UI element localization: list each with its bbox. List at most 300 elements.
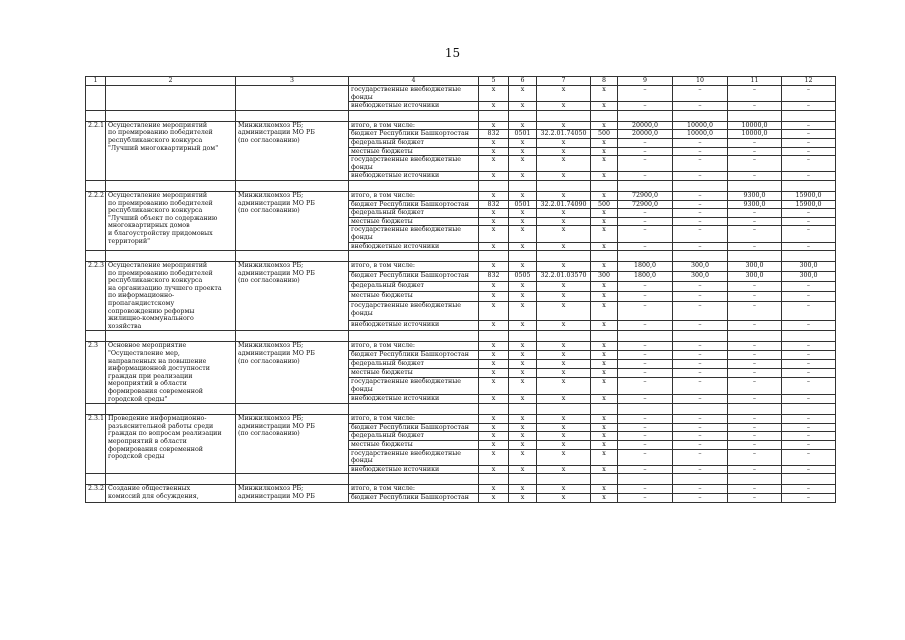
value-cell: х <box>479 493 509 502</box>
blank-cell <box>236 251 349 262</box>
value-cell: х <box>509 395 537 404</box>
value-cell: – <box>782 423 836 432</box>
value-cell: х <box>509 172 537 181</box>
value-cell: х <box>509 156 537 172</box>
value-cell: – <box>782 369 836 378</box>
blank-cell <box>537 180 591 191</box>
value-cell: – <box>618 415 673 424</box>
value-cell: 20000,0 <box>618 121 673 130</box>
value-cell: – <box>673 147 728 156</box>
blank-cell <box>86 404 106 415</box>
blank-cell <box>782 404 836 415</box>
value-cell: х <box>509 432 537 441</box>
funding-source-cell: внебюджетные источники <box>349 172 479 181</box>
value-cell: х <box>479 138 509 147</box>
value-cell: – <box>618 242 673 251</box>
value-cell: х <box>537 102 591 111</box>
blank-cell <box>537 331 591 342</box>
value-cell: 15900,0 <box>782 200 836 209</box>
value-cell: х <box>591 282 618 292</box>
value-cell: х <box>537 86 591 102</box>
value-cell: – <box>782 449 836 465</box>
value-cell: х <box>537 432 591 441</box>
funding-source-cell: итого, в том числе: <box>349 191 479 200</box>
value-cell: – <box>728 449 782 465</box>
value-cell: х <box>509 440 537 449</box>
funding-source-cell: государственные внебюджетные фонды <box>349 156 479 172</box>
event-name-cell: Проведение информационно- разъяснительной работы среди граждан по вопросам реализации мероприятий в области формирования современной городской среды <box>106 415 236 474</box>
value-cell: х <box>537 282 591 292</box>
number-cell <box>86 86 106 111</box>
value-cell: х <box>591 485 618 494</box>
value-cell: – <box>673 209 728 218</box>
value-cell: – <box>673 423 728 432</box>
value-cell: х <box>591 138 618 147</box>
blank-cell <box>509 331 537 342</box>
blank-cell <box>86 251 106 262</box>
value-cell: – <box>618 147 673 156</box>
funding-source-cell: федеральный бюджет <box>349 360 479 369</box>
value-cell: х <box>537 121 591 130</box>
value-cell: х <box>479 217 509 226</box>
funding-source-cell: местные бюджеты <box>349 292 479 302</box>
value-cell: х <box>537 172 591 181</box>
value-cell: х <box>537 493 591 502</box>
blank-cell <box>86 331 106 342</box>
blank-cell <box>618 110 673 121</box>
value-cell: 0501 <box>509 200 537 209</box>
value-cell: – <box>782 378 836 395</box>
value-cell: – <box>673 217 728 226</box>
value-cell: х <box>479 302 509 321</box>
value-cell: – <box>618 395 673 404</box>
value-cell: х <box>479 172 509 181</box>
value-cell: х <box>591 292 618 302</box>
value-cell: х <box>537 342 591 351</box>
value-cell: – <box>673 369 728 378</box>
blank-cell <box>86 474 106 485</box>
value-cell: – <box>728 440 782 449</box>
funding-source-cell: внебюджетные источники <box>349 465 479 474</box>
event-name-cell: Основное мероприятие "Осуществление мер, направленных на повышение информационной доступности граждан при реализации мероприятий в области формирования современной городской среды" <box>106 342 236 404</box>
value-cell: – <box>728 342 782 351</box>
value-cell: – <box>728 209 782 218</box>
value-cell: х <box>509 217 537 226</box>
value-cell: – <box>728 156 782 172</box>
value-cell: – <box>782 209 836 218</box>
value-cell: – <box>673 138 728 147</box>
value-cell: х <box>537 465 591 474</box>
event-name-cell: Осуществление мероприятий по премированию победителей республиканского конкурса на организацию лучшего проекта по информационно- пропагандистскому сопровождению реформы жилищно-коммунального хозяйства <box>106 262 236 331</box>
item-number-cell: 2.3.2 <box>86 485 106 502</box>
blank-cell <box>728 251 782 262</box>
value-cell: х <box>537 191 591 200</box>
value-cell: – <box>728 172 782 181</box>
funding-source-cell: бюджет Республики Башкортостан <box>349 423 479 432</box>
table-row <box>86 262 836 272</box>
value-cell: х <box>479 342 509 351</box>
column-number-9: 9 <box>618 77 673 86</box>
executor-cell: Минжилкомхоз РБ; администрации МО РБ (по согласованию) <box>236 191 349 250</box>
value-cell: х <box>479 191 509 200</box>
blank-cell <box>591 331 618 342</box>
value-cell: 10000,0 <box>673 121 728 130</box>
funding-source-cell: бюджет Республики Башкортостан <box>349 493 479 502</box>
value-cell: х <box>479 351 509 360</box>
funding-source-cell: бюджет Республики Башкортостан <box>349 130 479 139</box>
value-cell: – <box>618 423 673 432</box>
value-cell: 15900,0 <box>782 191 836 200</box>
value-cell: – <box>782 432 836 441</box>
blank-cell <box>236 331 349 342</box>
value-cell: – <box>728 292 782 302</box>
value-cell: х <box>479 282 509 292</box>
blank-cell <box>673 474 728 485</box>
value-cell: х <box>509 423 537 432</box>
value-cell: х <box>509 449 537 465</box>
blank-cell <box>673 331 728 342</box>
value-cell: – <box>782 130 836 139</box>
funding-source-cell: государственные внебюджетные фонды <box>349 226 479 242</box>
blank-cell <box>479 180 509 191</box>
value-cell: х <box>509 485 537 494</box>
blank-cell <box>728 404 782 415</box>
value-cell: х <box>537 485 591 494</box>
blank-cell <box>782 331 836 342</box>
value-cell: х <box>591 156 618 172</box>
funding-source-cell: местные бюджеты <box>349 147 479 156</box>
table-row <box>86 191 836 200</box>
blank-cell <box>673 180 728 191</box>
blank-cell <box>236 110 349 121</box>
value-cell: х <box>591 449 618 465</box>
value-cell: – <box>728 493 782 502</box>
value-cell: – <box>728 360 782 369</box>
blank-cell <box>509 404 537 415</box>
blank-cell <box>509 110 537 121</box>
value-cell: – <box>782 351 836 360</box>
value-cell: – <box>782 242 836 251</box>
column-number-12: 12 <box>782 77 836 86</box>
value-cell: 72900,0 <box>618 200 673 209</box>
blank-cell <box>782 251 836 262</box>
value-cell: х <box>479 465 509 474</box>
blank-row <box>86 474 836 485</box>
value-cell: х <box>591 191 618 200</box>
value-cell: х <box>509 138 537 147</box>
item-number-cell: 2.2.1 <box>86 121 106 180</box>
funding-source-cell: местные бюджеты <box>349 440 479 449</box>
value-cell: – <box>673 242 728 251</box>
value-cell: – <box>728 302 782 321</box>
blank-cell <box>673 251 728 262</box>
blank-cell <box>479 404 509 415</box>
value-cell: – <box>728 432 782 441</box>
value-cell: 832 <box>479 130 509 139</box>
blank-cell <box>728 110 782 121</box>
value-cell: – <box>728 86 782 102</box>
value-cell: – <box>782 360 836 369</box>
blank-cell <box>479 251 509 262</box>
value-cell: х <box>591 342 618 351</box>
funding-source-cell: местные бюджеты <box>349 217 479 226</box>
blank-cell <box>728 331 782 342</box>
value-cell: х <box>509 360 537 369</box>
blank-cell <box>782 474 836 485</box>
value-cell: х <box>509 369 537 378</box>
value-cell: х <box>509 209 537 218</box>
value-cell: 300,0 <box>728 262 782 272</box>
value-cell: х <box>479 415 509 424</box>
funding-source-cell: итого, в том числе: <box>349 485 479 494</box>
value-cell: – <box>782 217 836 226</box>
value-cell: х <box>537 226 591 242</box>
value-cell: 300,0 <box>782 272 836 282</box>
value-cell: х <box>591 302 618 321</box>
value-cell: – <box>728 102 782 111</box>
value-cell: – <box>673 415 728 424</box>
value-cell: х <box>479 209 509 218</box>
blank-cell <box>86 180 106 191</box>
value-cell: – <box>673 200 728 209</box>
funding-source-cell: государственные внебюджетные фонды <box>349 86 479 102</box>
table-row <box>86 485 836 494</box>
value-cell: х <box>537 449 591 465</box>
blank-cell <box>106 110 236 121</box>
funding-source-cell: внебюджетные источники <box>349 321 479 331</box>
value-cell: – <box>618 449 673 465</box>
value-cell: х <box>591 395 618 404</box>
item-number-cell: 2.2.2 <box>86 191 106 250</box>
value-cell: – <box>782 321 836 331</box>
blank-cell <box>782 180 836 191</box>
value-cell: – <box>618 172 673 181</box>
value-cell: х <box>537 262 591 272</box>
value-cell: – <box>782 86 836 102</box>
blank-cell <box>591 474 618 485</box>
value-cell: – <box>782 440 836 449</box>
value-cell: – <box>782 138 836 147</box>
blank-cell <box>349 110 479 121</box>
value-cell: х <box>479 321 509 331</box>
value-cell: х <box>537 292 591 302</box>
funding-source-cell: внебюджетные источники <box>349 242 479 251</box>
value-cell: – <box>728 485 782 494</box>
value-cell: 10000,0 <box>673 130 728 139</box>
value-cell: – <box>673 282 728 292</box>
value-cell: х <box>479 242 509 251</box>
value-cell: х <box>537 360 591 369</box>
blank-row <box>86 180 836 191</box>
value-cell: – <box>728 226 782 242</box>
value-cell: х <box>479 369 509 378</box>
value-cell: х <box>591 147 618 156</box>
value-cell: х <box>537 156 591 172</box>
column-number-2: 2 <box>106 77 236 86</box>
item-number-cell: 2.3.1 <box>86 415 106 474</box>
value-cell: – <box>782 485 836 494</box>
value-cell: – <box>782 172 836 181</box>
value-cell: 72900,0 <box>618 191 673 200</box>
value-cell: х <box>479 102 509 111</box>
funding-source-cell: государственные внебюджетные фонды <box>349 449 479 465</box>
value-cell: х <box>591 86 618 102</box>
value-cell: 0501 <box>509 130 537 139</box>
value-cell: 1800,0 <box>618 262 673 272</box>
value-cell: х <box>479 226 509 242</box>
value-cell: – <box>618 302 673 321</box>
value-cell: х <box>591 432 618 441</box>
value-cell: х <box>537 395 591 404</box>
value-cell: – <box>618 292 673 302</box>
executor-cell: Минжилкомхоз РБ; администрации МО РБ (по согласованию) <box>236 415 349 474</box>
value-cell: х <box>509 321 537 331</box>
value-cell: х <box>537 351 591 360</box>
value-cell: – <box>618 217 673 226</box>
value-cell: – <box>673 156 728 172</box>
value-cell: х <box>537 209 591 218</box>
event-name-cell: Осуществление мероприятий по премированию победителей республиканского конкурса "Лучший многоквартирный дом" <box>106 121 236 180</box>
value-cell: 32.2.01.03570 <box>537 272 591 282</box>
funding-source-cell: бюджет Республики Башкортостан <box>349 272 479 282</box>
value-cell: – <box>618 369 673 378</box>
executor-cell: Минжилкомхоз РБ; администрации МО РБ <box>236 485 349 502</box>
value-cell: х <box>509 302 537 321</box>
value-cell: х <box>479 432 509 441</box>
column-number-11: 11 <box>728 77 782 86</box>
value-cell: 9300,0 <box>728 200 782 209</box>
value-cell: х <box>537 415 591 424</box>
value-cell: х <box>591 226 618 242</box>
value-cell: – <box>728 147 782 156</box>
blank-cell <box>349 251 479 262</box>
value-cell: – <box>782 292 836 302</box>
value-cell: х <box>591 262 618 272</box>
blank-cell <box>591 404 618 415</box>
value-cell: – <box>782 465 836 474</box>
value-cell: – <box>618 138 673 147</box>
value-cell: х <box>509 191 537 200</box>
blank-cell <box>349 474 479 485</box>
value-cell: х <box>509 242 537 251</box>
value-cell: х <box>537 242 591 251</box>
value-cell: – <box>618 360 673 369</box>
funding-source-cell: итого, в том числе: <box>349 121 479 130</box>
value-cell: – <box>673 172 728 181</box>
value-cell: х <box>591 493 618 502</box>
value-cell: – <box>673 465 728 474</box>
blank-cell <box>106 404 236 415</box>
value-cell: – <box>618 321 673 331</box>
blank-cell <box>618 251 673 262</box>
funding-source-cell: федеральный бюджет <box>349 138 479 147</box>
value-cell: х <box>479 423 509 432</box>
blank-cell <box>479 110 509 121</box>
value-cell: х <box>537 321 591 331</box>
value-cell: 32.2.01.74090 <box>537 200 591 209</box>
blank-cell <box>673 404 728 415</box>
blank-cell <box>509 251 537 262</box>
value-cell: – <box>782 121 836 130</box>
blank-cell <box>106 251 236 262</box>
funding-source-cell: итого, в том числе: <box>349 262 479 272</box>
blank-cell <box>537 474 591 485</box>
value-cell: 832 <box>479 200 509 209</box>
value-cell: – <box>618 209 673 218</box>
budget-table <box>85 76 836 503</box>
column-number-6: 6 <box>509 77 537 86</box>
blank-cell <box>86 110 106 121</box>
value-cell: – <box>782 156 836 172</box>
value-cell: х <box>537 440 591 449</box>
value-cell: – <box>673 360 728 369</box>
value-cell: 300,0 <box>673 262 728 272</box>
value-cell: – <box>728 415 782 424</box>
table-body <box>86 77 836 503</box>
value-cell: – <box>618 342 673 351</box>
blank-cell <box>349 180 479 191</box>
value-cell: – <box>618 86 673 102</box>
value-cell: – <box>673 395 728 404</box>
value-cell: х <box>479 378 509 395</box>
value-cell: х <box>479 360 509 369</box>
funding-source-cell: федеральный бюджет <box>349 282 479 292</box>
value-cell: 1800,0 <box>618 272 673 282</box>
value-cell: – <box>728 465 782 474</box>
blank-row <box>86 110 836 121</box>
blank-cell <box>236 180 349 191</box>
item-number-cell: 2.2.3 <box>86 262 106 331</box>
value-cell: 300,0 <box>673 272 728 282</box>
value-cell: х <box>537 147 591 156</box>
item-number-cell: 2.3 <box>86 342 106 404</box>
value-cell: х <box>591 209 618 218</box>
blank-cell <box>537 110 591 121</box>
value-cell: х <box>591 321 618 331</box>
value-cell: х <box>509 147 537 156</box>
funding-source-cell: внебюджетные источники <box>349 102 479 111</box>
blank-cell <box>673 110 728 121</box>
value-cell: – <box>618 156 673 172</box>
funding-source-cell: итого, в том числе: <box>349 415 479 424</box>
funding-source-cell: бюджет Республики Башкортостан <box>349 200 479 209</box>
value-cell: 832 <box>479 272 509 282</box>
blank-cell <box>591 180 618 191</box>
value-cell: х <box>509 86 537 102</box>
blank-cell <box>782 110 836 121</box>
value-cell: х <box>509 465 537 474</box>
value-cell: 32.2.01.74050 <box>537 130 591 139</box>
funding-source-cell: итого, в том числе: <box>349 342 479 351</box>
blank-cell <box>349 404 479 415</box>
value-cell: х <box>509 342 537 351</box>
value-cell: – <box>782 493 836 502</box>
value-cell: х <box>537 302 591 321</box>
value-cell: х <box>479 485 509 494</box>
value-cell: – <box>673 485 728 494</box>
value-cell: х <box>537 369 591 378</box>
funding-source-cell: местные бюджеты <box>349 369 479 378</box>
funding-source-cell: федеральный бюджет <box>349 432 479 441</box>
value-cell: х <box>479 156 509 172</box>
value-cell: х <box>509 378 537 395</box>
value-cell: – <box>673 102 728 111</box>
value-cell: х <box>479 86 509 102</box>
table-row <box>86 121 836 130</box>
blank-row <box>86 251 836 262</box>
value-cell: 20000,0 <box>618 130 673 139</box>
table-row <box>86 415 836 424</box>
